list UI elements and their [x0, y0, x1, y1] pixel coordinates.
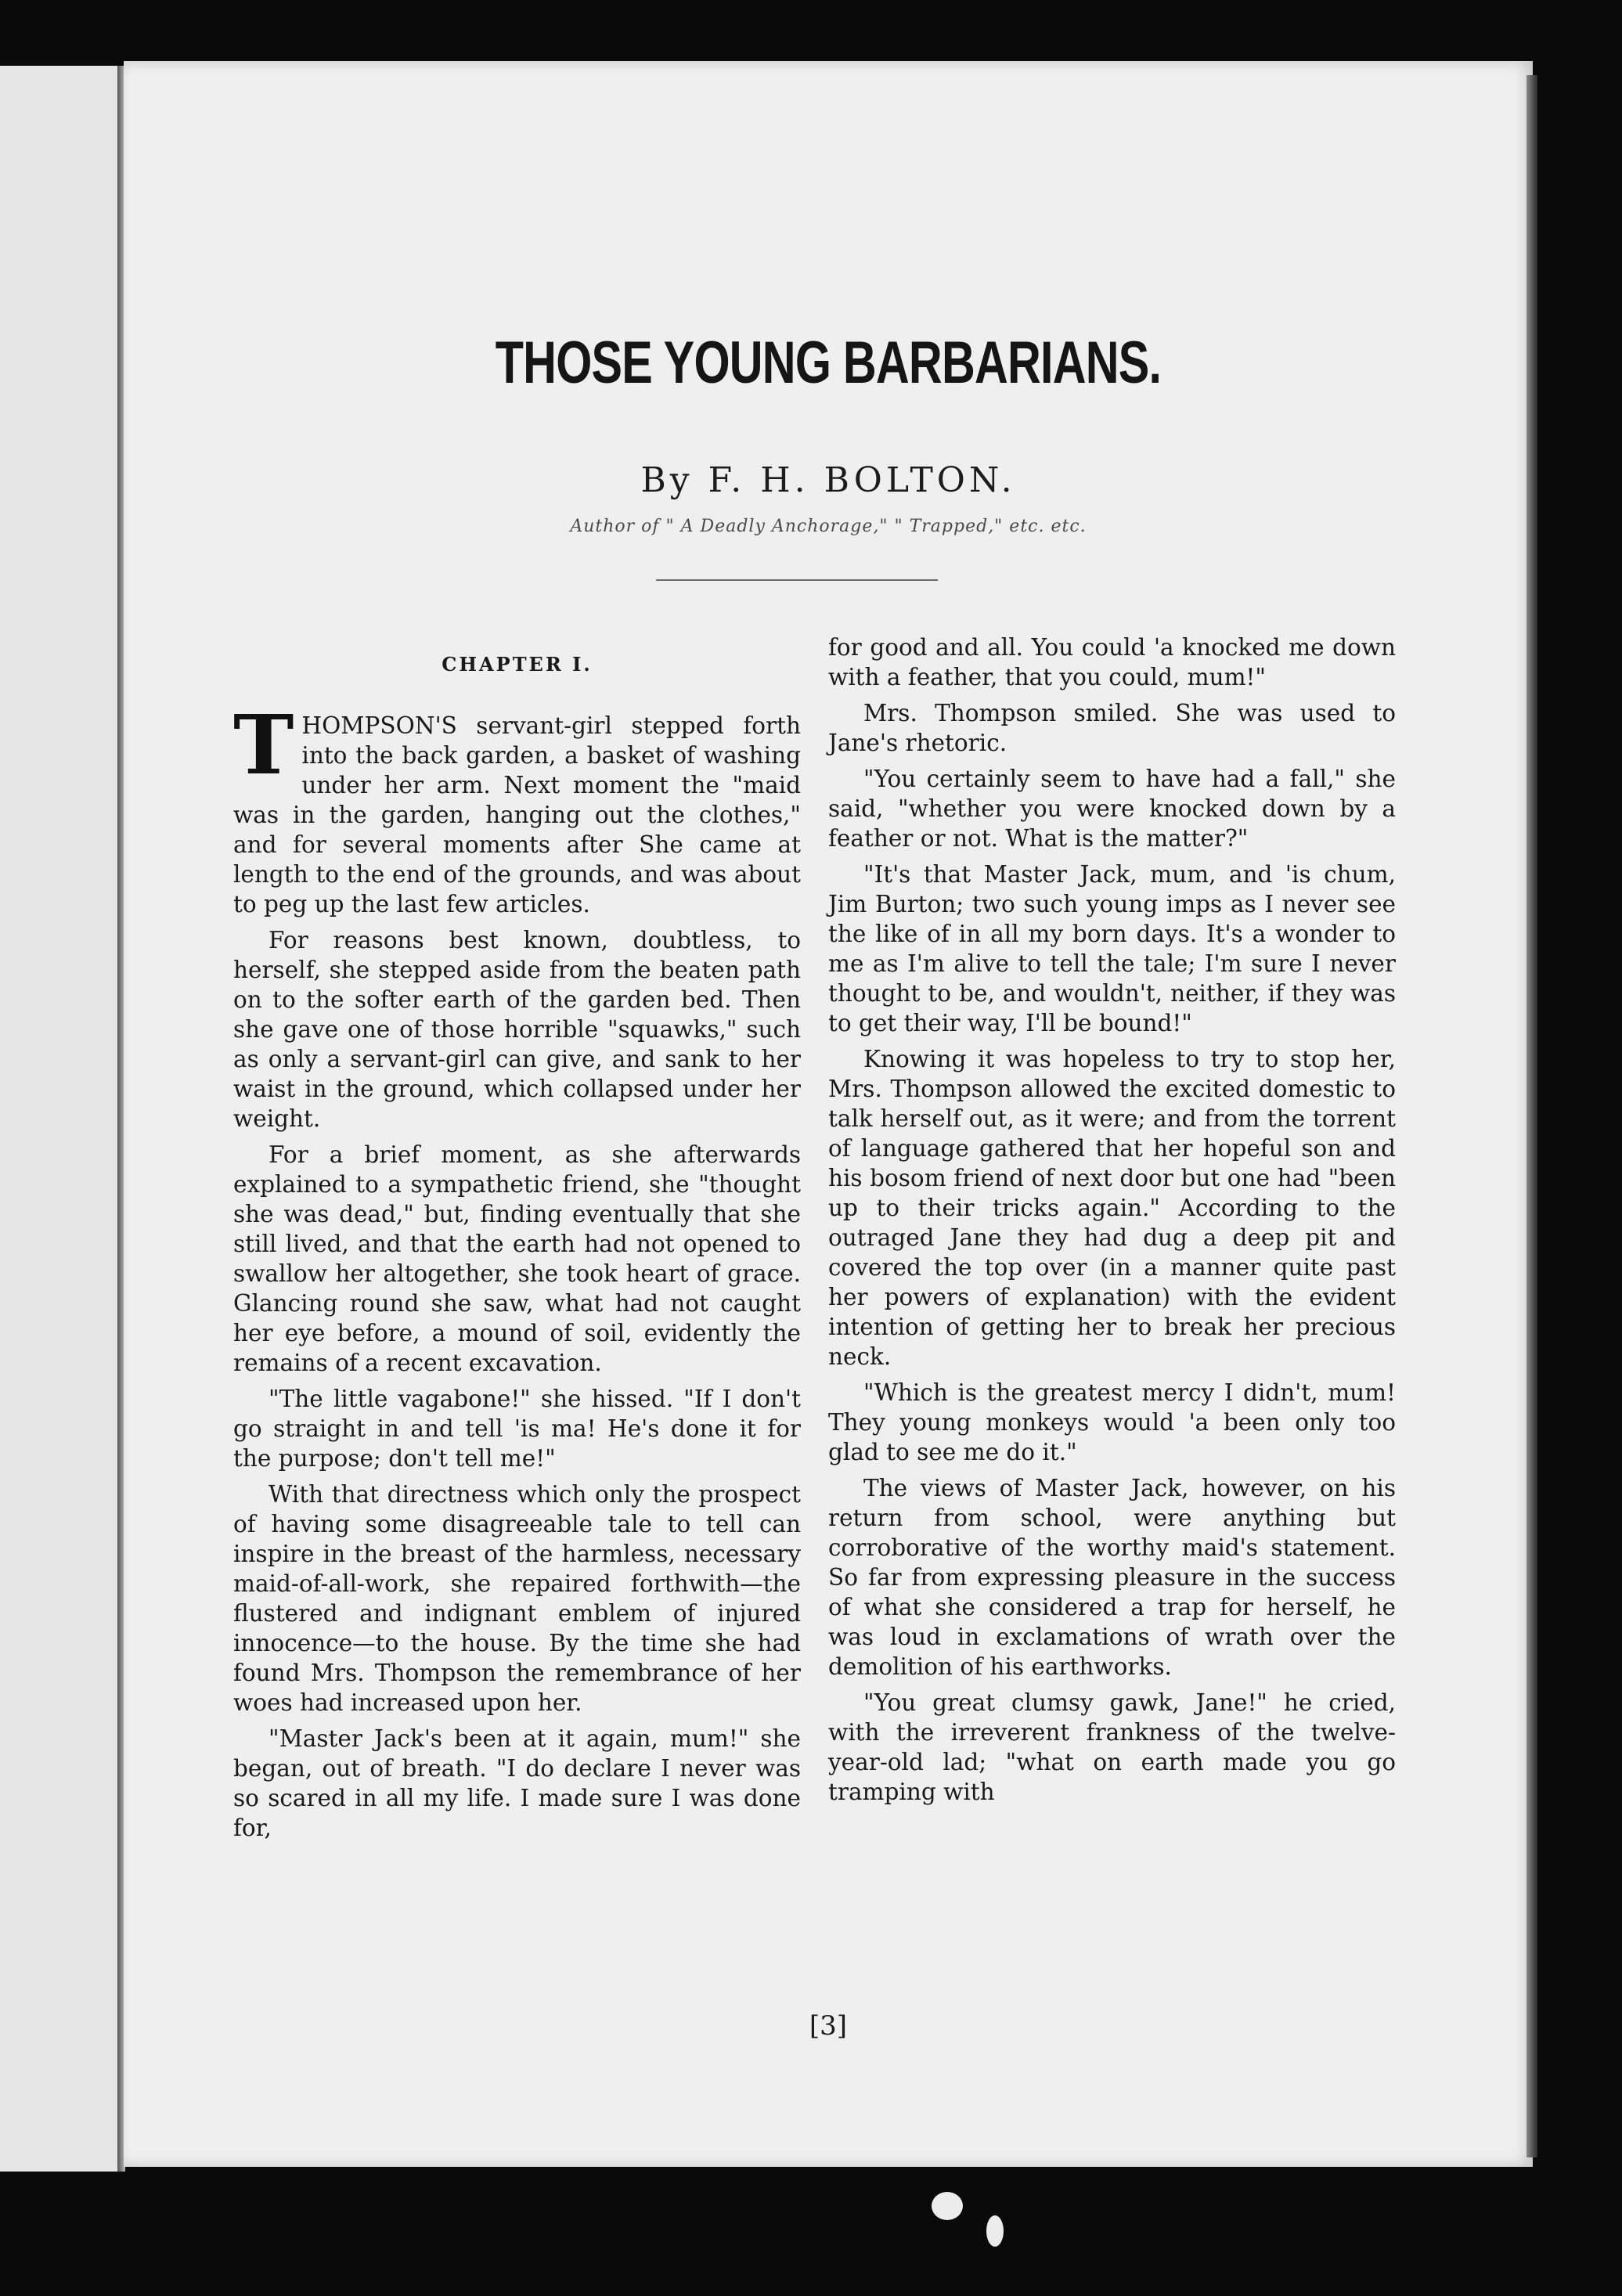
- right-column: [828, 633, 1396, 1813]
- facing-page-edge: [0, 66, 122, 2172]
- author-credits: Author of " A Deadly Anchorage," " Trapped," etc. etc.: [570, 517, 1087, 536]
- paragraph: "You great clumsy gawk, Jane!" he cried, with the irreverent frankness of the twelve-year-old lad; "what on earth made you go tramping with: [828, 1689, 1396, 1805]
- paragraph: "Which is the greatest mercy I didn't, mum! They young monkeys would 'a been only too glad to see me do it.": [828, 1379, 1396, 1465]
- paragraph: For reasons best known, doubtless, to herself, she stepped aside from the beaten path on to the softer earth of the garden bed. Then she gave one of those horrible "squawks," such as only a servant-girl can give, and sank to her waist in the ground, which collapsed under her weight.: [233, 927, 801, 1132]
- paragraph: Mrs. Thompson smiled. She was used to Jane's rhetoric.: [828, 700, 1396, 756]
- page-number: [3]: [809, 2010, 848, 2042]
- paragraph: "Master Jack's been at it again, mum!" she began, out of breath. "I do declare I never was so scared in all my life. I made sure I was done for,: [233, 1725, 801, 1841]
- paragraph: "The little vagabone!" she hissed. "If I don't go straight in and tell 'is ma! He's done it for the purpose; don't tell me!": [233, 1386, 801, 1472]
- book-page: [124, 61, 1533, 2167]
- left-column: [233, 633, 801, 1849]
- paragraph: [233, 697, 801, 919]
- paragraph: "You certainly seem to have had a fall," she said, "whether you were knocked down by a feather or not. What is the matter?": [828, 766, 1396, 852]
- page-shadow-edge: [1526, 75, 1537, 2157]
- paragraph: "It's that Master Jack, mum, and 'is chum, Jim Burton; two such young imps as I never see the like of in all my born days. It's a wonder to me as I'm alive to tell the tale; I'm sure I never thought to be, and wouldn't, neither, if they was to get their way, I'll be bound!": [828, 861, 1396, 1036]
- title-rule: [656, 579, 938, 581]
- paragraph: For a brief moment, as she afterwards explained to a sympathetic friend, she "thought she was dead," but, finding eventually that she still lived, and that the earth had not opened to swallow her altogether, she took heart of grace. Glancing round she saw, what had not caught her eye before, a mound of soil, evidently the remains of a recent excavation.: [233, 1141, 801, 1376]
- paragraph: Knowing it was hopeless to try to stop her, Mrs. Thompson allowed the excited domestic to talk herself out, as it were; and from the torrent of language gathered that her hopeful son and his bosom friend of next door but one had "been up to their tricks again." According to the outraged Jane they had dug a deep pit and covered the top over (in a manner quite past her powers of explanation) with the evident intention of getting her to break her precious neck.: [828, 1046, 1396, 1370]
- byline: By F. H. BOLTON.: [640, 460, 1016, 500]
- chapter-heading: CHAPTER I.: [442, 653, 593, 676]
- drop-cap: T: [233, 697, 294, 793]
- paragraph: With that directness which only the prospect of having some disagreeable tale to tell can inspire in the breast of the harmless, necessary maid-of-all-work, she repaired forthwith—the flustered and indignant emblem of injured innocence—to the house. By the time she had found Mrs. Thompson the remembrance of her woes had increased upon her.: [233, 1481, 801, 1716]
- paragraph-text: HOMPSON'S servant-girl stepped forth into the back garden, a basket of washing under her arm. Next moment the "maid was in the garden, hanging out the clothes," and for several moments after She came at length to the end of the grounds, and was about to peg up the last few articles.: [233, 712, 801, 917]
- paper-fleck: [986, 2215, 1004, 2247]
- paragraph: for good and all. You could 'a knocked me down with a feather, that you could, mum!": [828, 634, 1396, 690]
- paper-fleck: [932, 2192, 963, 2220]
- story-title: THOSE YOUNG BARBARIANS.: [495, 330, 1162, 396]
- paragraph: The views of Master Jack, however, on his return from school, were anything but corroborative of the worthy maid's statement. So far from expressing pleasure in the success of what she considered a trap for herself, he was loud in exclamations of wrath over the demolition of his earthworks.: [828, 1475, 1396, 1680]
